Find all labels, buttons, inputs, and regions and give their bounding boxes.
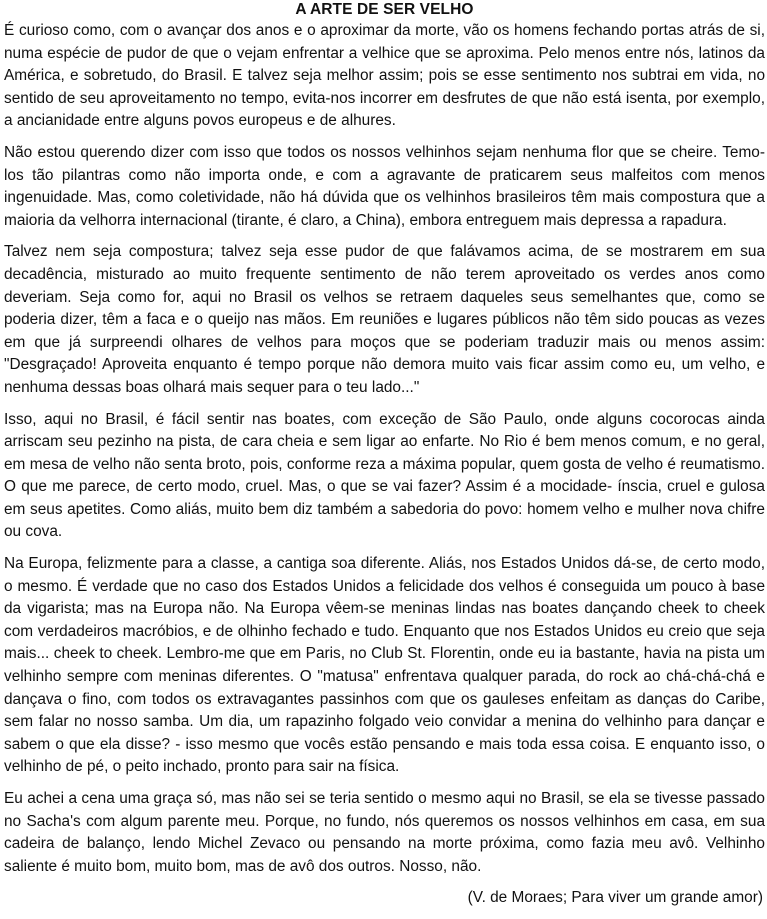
paragraph-1: É curioso como, com o avançar dos anos e o aproximar da morte, vão os homens fechando portas atrás de si, numa espécie de pudor de que o vejam enfrentar a velhice que se aproxima. Pelo menos entre nós, latinos da América, e sobretudo, do Brasil. E talvez seja melhor assim; pois se esse sentimento nos subtrai em vida, no sentido de seu aproveitamento no tempo, evita-nos incorrer em desfrutes de que não está isenta, por exemplo, a ancianidade entre alguns povos europeus e de alhures. — [4, 22, 765, 130]
paragraph-2: Não estou querendo dizer com isso que todos os nossos velhinhos sejam nenhuma flor que se cheire. Temo-los tão pilantras como não importa onde, e com a agravante de praticarem seus malfeitos com menos ingenuidade. Mas, como coletividade, não há dúvida que os velhinhos brasileiros têm mais compostura que a maioria da velhorra internacional (tirante, é claro, a China), embora entreguem mais depressa a rapadura. — [4, 143, 765, 229]
paragraph-5: Na Europa, felizmente para a classe, a cantiga soa diferente. Aliás, nos Estados Unidos dá-se, de certo modo, o mesmo. É verdade que no caso dos Estados Unidos a felicidade dos velhos é conseguida um pouco à base da vigarista; mas na Europa não. Na Europa vêem-se meninas lindas nas boates dançando cheek to cheek com verdadeiros macróbios, e de olhinho fechado e tudo. Enquanto que nos Estados Unidos eu creio que seja mais... cheek to cheek. Lembro-me que em Paris, no Club St. Florentin, onde eu ia bastante, havia na pista um velhinho sempre com meninas diferentes. O "matusa" enfrentava qualquer parada, do rock ao chá-chá-chá e dançava o fino, com todos os extravagantes passinhos com que os gauleses enfeitam as danças do Caribe, sem falar no nosso samba. Um dia, um rapazinho folgado veio convidar a menina do velhinho para dançar e sabem o que ela disse? - isso mesmo que vocês estão pensando e mais toda essa coisa. E enquanto isso, o velhinho de pé, o peito inchado, pronto para sair na física. — [4, 555, 765, 776]
document-title: A ARTE DE SER VELHO — [295, 1, 474, 18]
paragraph-6: Eu achei a cena uma graça só, mas não sei se teria sentido o mesmo aqui no Brasil, se ela se tivesse passado no Sacha's com algum parente meu. Porque, no fundo, nós queremos os nossos velhinhos em casa, em sua cadeira de balanço, lendo Michel Zevaco ou pensando na morte próxima, como fazia meu avô. Velhinho saliente é muito bom, muito bom, mas de avô dos outros. Nosso, não. — [4, 790, 765, 875]
paragraph-3: Talvez nem seja compostura; talvez seja esse pudor de que falávamos acima, de se mostrarem em sua decadência, misturado ao muito frequente sentimento de não terem aproveitado os verdes anos como deveriam. Seja como for, aqui no Brasil os velhos se retraem daqueles seus semelhantes que, como se poderia dizer, têm a faca e o queijo nas mãos. Em reuniões e lugares públicos não têm sido poucas as vezes em que já surpreendi olhares de velhos para moços que se poderiam traduzir mais ou menos assim: "Desgraçado! Aproveita enquanto é tempo porque não demora muito vais ficar assim como eu, um velho, e nenhuma dessas boas olhará mais sequer para o teu lado..." — [4, 243, 765, 396]
paragraph-4: Isso, aqui no Brasil, é fácil sentir nas boates, com exceção de São Paulo, onde alguns cocorocas ainda arriscam seu pezinho na pista, de cara cheia e sem ligar ao enfarte. No Rio é bem menos comum, e no geral, em mesa de velho não senta broto, pois, conforme reza a máxima popular, quem gosta de velho é reumatismo. O que me parece, de certo modo, cruel. Mas, o que se vai fazer? Assim é a mocidade- ínscia, cruel e gulosa em seus apetites. Como aliás, muito bem diz também a sabedoria do povo: homem velho e mulher nova chifre ou cova. — [4, 410, 765, 541]
source-citation: (V. de Moraes; Para viver um grande amor) — [467, 889, 763, 907]
